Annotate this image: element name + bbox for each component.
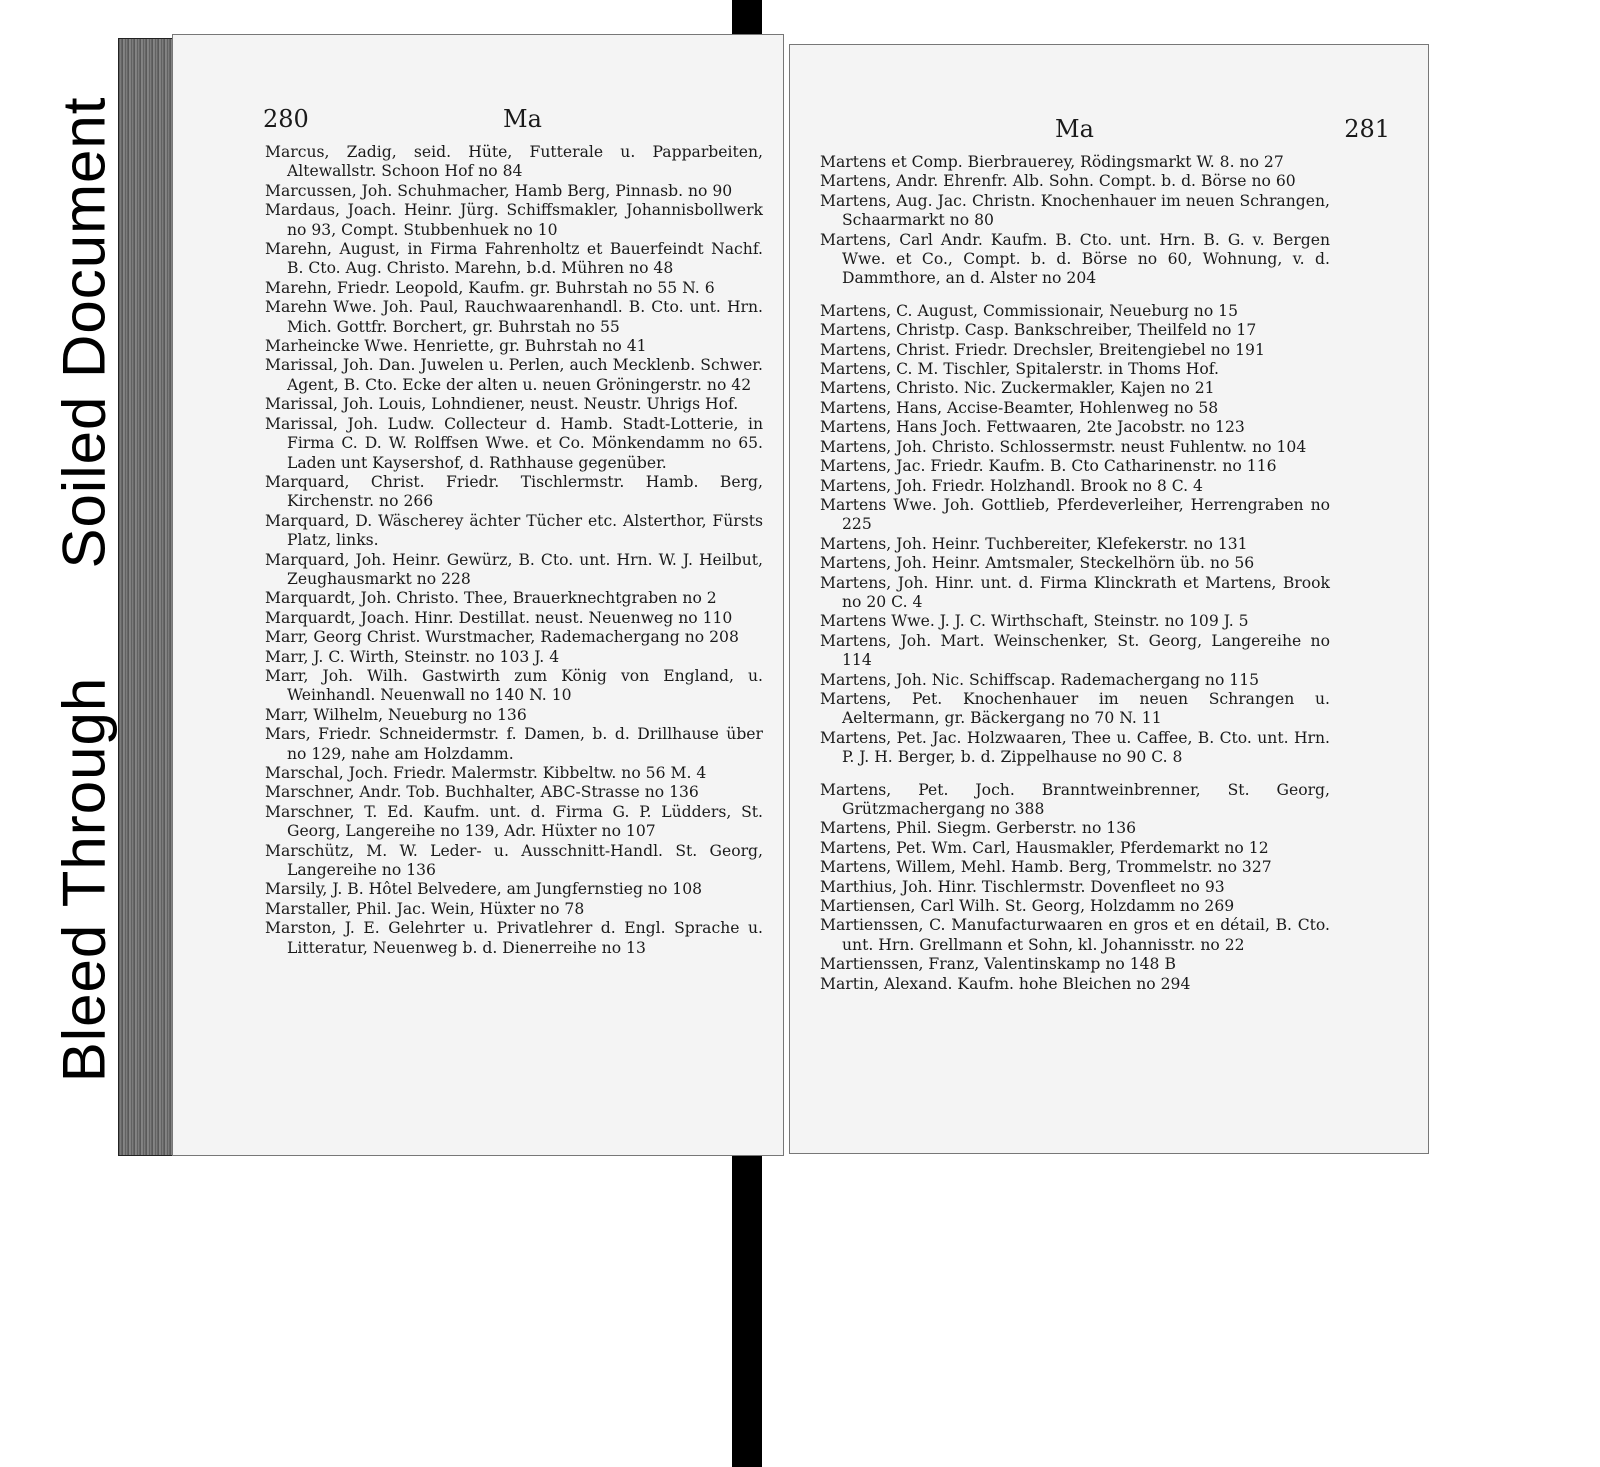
- bleed-through-label: [38, 644, 130, 1114]
- directory-entry: Martens, Hans Joch. Fettwaaren, 2te Jacobstr. no 123: [820, 418, 1245, 437]
- directory-entry: Marehn, Friedr. Leopold, Kaufm. gr. Buhrstah no 55 N. 6: [265, 278, 715, 297]
- directory-entry: Martens, Joh. Heinr. Tuchbereiter, Klefekerstr. no 131: [820, 534, 1248, 553]
- directory-entry: Marheincke Wwe. Henriette, gr. Buhrstah no 41: [265, 337, 647, 356]
- right-page-number: 281: [1344, 115, 1390, 143]
- directory-entry: Martens Wwe. J. J. C. Wirthschaft, Steinstr. no 109 J. 5: [820, 612, 1249, 631]
- directory-entry: Martens, Andr. Ehrenfr. Alb. Sohn. Compt. b. d. Börse no 60: [820, 172, 1296, 191]
- directory-entry: Mardaus, Joach. Heinr. Jürg. Schiffsmakler, Johannisbollwerk no 93, Compt. Stubbenhuek no 10: [265, 201, 763, 239]
- directory-entry: Martens, Joh. Christo. Schlossermstr. neust Fuhlentw. no 104: [820, 437, 1307, 456]
- directory-entry: Martens, Joh. Nic. Schiffscap. Rademachergang no 115: [820, 670, 1260, 689]
- directory-entry: Marquardt, Joach. Hinr. Destillat. neust. Neuenweg no 110: [265, 608, 733, 627]
- soiled-document-label: [38, 72, 130, 592]
- directory-entry: Martens, Christp. Casp. Bankschreiber, Theilfeld no 17: [820, 321, 1257, 340]
- directory-entry: Marr, Georg Christ. Wurstmacher, Rademachergang no 208: [265, 628, 739, 647]
- directory-entry: Martens, Phil. Siegm. Gerberstr. no 136: [820, 819, 1137, 838]
- directory-entry: Marr, J. C. Wirth, Steinstr. no 103 J. 4: [265, 647, 560, 666]
- directory-entry: Marquardt, Joh. Christo. Thee, Brauerknechtgraben no 2: [265, 589, 717, 608]
- left-page: [172, 34, 784, 1156]
- right-directory-entries: [820, 153, 1330, 994]
- left-directory-entries: [265, 143, 763, 958]
- directory-entry: Marissal, Joh. Ludw. Collecteur d. Hamb. Stadt-Lotterie, in Firma C. D. W. Rolffsen Wwe. et Co. Mönkendamm no 65. Laden unt Kaysershof, d. Rathhause gegenüber.: [265, 414, 763, 472]
- soiled-document-text: Soiled Document: [50, 96, 118, 568]
- left-page-number: 280: [263, 105, 309, 133]
- directory-entry: Martens, Joh. Mart. Weinschenker, St. Georg, Langereihe no 114: [820, 631, 1330, 670]
- directory-entry: Marschner, Andr. Tob. Buchhalter, ABC-Strasse no 136: [265, 783, 699, 802]
- directory-entry: Martens et Comp. Bierbrauerey, Rödingsmarkt W. 8. no 27: [820, 153, 1284, 171]
- directory-entry: Martienssen, Franz, Valentinskamp no 148 B: [820, 955, 1176, 974]
- directory-entry: Martens, Pet. Wm. Carl, Hausmakler, Pferdemarkt no 12: [820, 838, 1269, 857]
- directory-entry: Martens, Willem, Mehl. Hamb. Berg, Trommelstr. no 327: [820, 858, 1272, 877]
- directory-entry: Marschner, T. Ed. Kaufm. unt. d. Firma G. P. Lüdders, St. Georg, Langereihe no 139, Adr. Hüxter no 107: [265, 802, 763, 841]
- directory-entry: Marston, J. E. Gelehrter u. Privatlehrer d. Engl. Sprache u. Litteratur, Neuenweg b. d. Dienerreihe no 13: [265, 919, 763, 957]
- directory-entry: Marquard, Joh. Heinr. Gewürz, B. Cto. unt. Hrn. W. J. Heilbut, Zeughausmarkt no 228: [265, 550, 763, 588]
- directory-entry: Marissal, Joh. Dan. Juwelen u. Perlen, auch Mecklenb. Schwer. Agent, B. Cto. Ecke der alten u. neuen Gröningerstr. no 42: [265, 356, 763, 394]
- directory-entry: Mars, Friedr. Schneidermstr. f. Damen, b. d. Drillhause über no 129, nahe am Holzdamm.: [265, 725, 763, 763]
- directory-entry: Martens, C. M. Tischler, Spitalerstr. in Thoms Hof.: [820, 360, 1219, 379]
- directory-entry: Marehn, August, in Firma Fahrenholtz et Bauerfeindt Nachf. B. Cto. Aug. Christo. Marehn, b.d. Mühren no 48: [265, 240, 763, 278]
- directory-entry: Martens, Pet. Knochenhauer im neuen Schrangen u. Aeltermann, gr. Bäckergang no 70 N. 11: [820, 689, 1330, 728]
- directory-entry: Marsily, J. B. Hôtel Belvedere, am Jungfernstieg no 108: [265, 880, 703, 899]
- directory-entry: Martens, Aug. Jac. Christn. Knochenhauer im neuen Schrangen, Schaarmarkt no 80: [820, 191, 1330, 230]
- directory-entry: Marehn Wwe. Joh. Paul, Rauchwaarenhandl. B. Cto. unt. Hrn. Mich. Gottfr. Borchert, gr. Buhrstah no 55: [265, 298, 763, 336]
- directory-entry: Martin, Alexand. Kaufm. hohe Bleichen no 294: [820, 974, 1191, 993]
- directory-entry: Martens Wwe. Joh. Gottlieb, Pferdeverleiher, Herrengraben no 225: [820, 495, 1330, 534]
- directory-entry: Martens, Jac. Friedr. Kaufm. B. Cto Catharinenstr. no 116: [820, 457, 1277, 476]
- directory-entry: Martens, Hans, Accise-Beamter, Hohlenweg no 58: [820, 398, 1219, 417]
- right-page: [789, 44, 1429, 1154]
- directory-entry: Martens, Pet. Jac. Holzwaaren, Thee u. Caffee, B. Cto. unt. Hrn. P. J. H. Berger, b. d. Zippelhause no 90 C. 8: [820, 728, 1330, 767]
- directory-entry: Marcus, Zadig, seid. Hüte, Futterale u. Papparbeiten, Altewallstr. Schoon Hof no 84: [265, 143, 763, 181]
- directory-entry: Martens, Joh. Hinr. unt. d. Firma Klinckrath et Martens, Brook no 20 C. 4: [820, 573, 1330, 611]
- directory-entry: Marschal, Joch. Friedr. Malermstr. Kibbeltw. no 56 M. 4: [265, 764, 707, 782]
- directory-entry: Martens, Christo. Nic. Zuckermakler, Kajen no 21: [820, 379, 1215, 398]
- directory-entry: Marthius, Joh. Hinr. Tischlermstr. Dovenfleet no 93: [820, 877, 1225, 896]
- directory-entry: Marstaller, Phil. Jac. Wein, Hüxter no 78: [265, 899, 585, 918]
- directory-entry: Marissal, Joh. Louis, Lohndiener, neust. Neustr. Uhrigs Hof.: [265, 395, 739, 414]
- directory-entry: Marquard, D. Wäscherey ächter Tücher etc. Alsterthor, Fürsts Platz, links.: [265, 511, 763, 550]
- left-page-running-head: Ma: [503, 105, 542, 133]
- directory-entry: Martens, Christ. Friedr. Drechsler, Breitengiebel no 191: [820, 340, 1265, 359]
- directory-entry: Martens, Joh. Heinr. Amtsmaler, Steckelhörn üb. no 56: [820, 554, 1255, 573]
- right-page-running-head: Ma: [1055, 115, 1094, 143]
- left-page-header: [173, 105, 783, 139]
- directory-entry: Marr, Wilhelm, Neueburg no 136: [265, 705, 527, 724]
- directory-entry: Martens, Pet. Joch. Branntweinbrenner, St. Georg, Grützmachergang no 388: [820, 780, 1330, 818]
- directory-entry: Martens, Joh. Friedr. Holzhandl. Brook no 8 C. 4: [820, 476, 1203, 495]
- directory-entry: Martens, C. August, Commissionair, Neueburg no 15: [820, 301, 1239, 320]
- directory-entry: Marr, Joh. Wilh. Gastwirth zum König von England, u. Weinhandl. Neuenwall no 140 N. 10: [265, 666, 763, 705]
- bleed-through-text: Bleed Through: [50, 676, 118, 1082]
- directory-entry: Marschütz, M. W. Leder- u. Ausschnitt-Handl. St. Georg, Langereihe no 136: [265, 841, 763, 880]
- directory-entry: Marquard, Christ. Friedr. Tischlermstr. Hamb. Berg, Kirchenstr. no 266: [265, 472, 763, 511]
- right-page-header: [790, 115, 1428, 149]
- directory-entry: Martienssen, C. Manufacturwaaren en gros et en détail, B. Cto. unt. Hrn. Grellmann et Sohn, kl. Johannisstr. no 22: [820, 916, 1330, 954]
- directory-entry: Marcussen, Joh. Schuhmacher, Hamb Berg, Pinnasb. no 90: [265, 181, 733, 200]
- directory-entry: Martens, Carl Andr. Kaufm. B. Cto. unt. Hrn. B. G. v. Bergen Wwe. et Co., Compt. b. d. Börse no 60, Wohnung, v. d. Dammthore, an d. Alster no 204: [820, 230, 1330, 288]
- spine-bottom-strip: [732, 1148, 762, 1467]
- directory-entry: Martiensen, Carl Wilh. St. Georg, Holzdamm no 269: [820, 897, 1235, 916]
